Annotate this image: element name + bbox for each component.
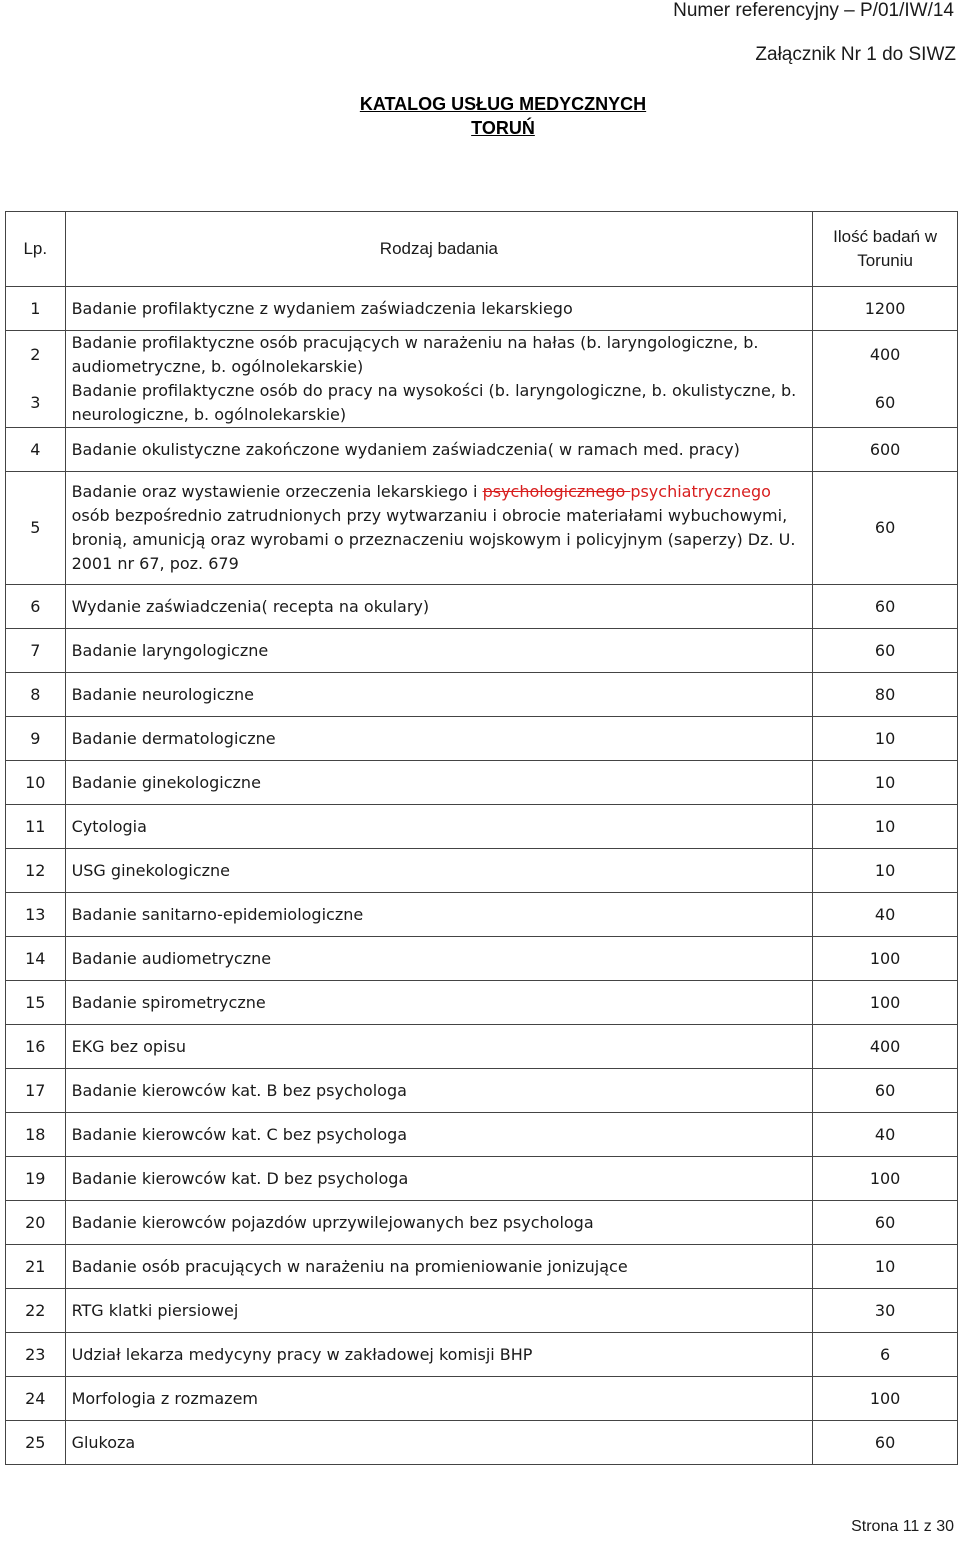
row-quantity: 10 xyxy=(813,849,958,893)
row-service: Badanie audiometryczne xyxy=(65,937,813,981)
deleted-text: psychologicznego xyxy=(482,482,631,501)
table-row xyxy=(6,849,958,893)
service-text: osób bezpośrednio zatrudnionych przy wytwarzaniu i obrocie materiałami wybuchowymi, bronią, amunicją oraz wyrobami o przeznaczeniu wojskowym i policyjnym (saperzy) Dz. U. 2001 nr 67, poz. 679 xyxy=(71,506,796,573)
row-quantity-pair xyxy=(813,331,958,428)
row-lp: 11 xyxy=(6,805,66,849)
row-lp: 23 xyxy=(6,1333,66,1377)
table-row xyxy=(6,287,958,331)
table-row xyxy=(6,673,958,717)
table-row xyxy=(6,585,958,629)
row-lp: 24 xyxy=(6,1377,66,1421)
header-quantity: Ilość badań w Toruniu xyxy=(813,212,958,287)
services-table xyxy=(5,211,958,1465)
row-lp: 12 xyxy=(6,849,66,893)
row-lp-pair xyxy=(6,331,66,428)
row-service: Badanie laryngologiczne xyxy=(65,629,813,673)
table-row xyxy=(6,428,958,472)
table-row xyxy=(6,761,958,805)
row-service: USG ginekologiczne xyxy=(65,849,813,893)
row-lp: 21 xyxy=(6,1245,66,1289)
table-row xyxy=(6,472,958,585)
table-row xyxy=(6,1377,958,1421)
header-lp: Lp. xyxy=(6,212,66,287)
row-service: Badanie dermatologiczne xyxy=(65,717,813,761)
table-row xyxy=(6,805,958,849)
row-service xyxy=(65,472,813,585)
row-quantity: 60 xyxy=(813,1421,958,1465)
document-title xyxy=(343,92,663,140)
row-quantity: 30 xyxy=(813,1289,958,1333)
row-service: Udział lekarza medycyny pracy w zakładowej komisji BHP xyxy=(65,1333,813,1377)
row-quantity: 60 xyxy=(874,393,896,412)
row-service: Badanie ginekologiczne xyxy=(65,761,813,805)
table-row xyxy=(6,893,958,937)
table-header-row xyxy=(6,212,958,287)
page-number: Strona 11 z 30 xyxy=(851,1518,954,1535)
row-lp: 25 xyxy=(6,1421,66,1465)
row-lp: 5 xyxy=(6,472,66,585)
row-lp: 16 xyxy=(6,1025,66,1069)
row-lp: 22 xyxy=(6,1289,66,1333)
table-row xyxy=(6,1113,958,1157)
row-lp: 1 xyxy=(6,287,66,331)
row-service: Badanie osób pracujących w narażeniu na promieniowanie jonizujące xyxy=(65,1245,813,1289)
row-lp: 15 xyxy=(6,981,66,1025)
title-line-2: TORUŃ xyxy=(471,118,535,138)
row-quantity: 40 xyxy=(813,893,958,937)
table-row xyxy=(6,1333,958,1377)
row-quantity: 400 xyxy=(869,345,901,364)
row-service: Badanie profilaktyczne osób do pracy na wysokości (b. laryngologiczne, b. okulistyczne, b. neurologiczne, b. ogólnolekarskie) xyxy=(71,381,797,424)
title-line-1: KATALOG USŁUG MEDYCZNYCH xyxy=(359,94,647,114)
table-row xyxy=(6,1201,958,1245)
row-service: Badanie kierowców kat. D bez psychologa xyxy=(65,1157,813,1201)
row-lp: 13 xyxy=(6,893,66,937)
table-row xyxy=(6,1025,958,1069)
table-row xyxy=(6,629,958,673)
table-row xyxy=(6,1157,958,1201)
row-quantity: 100 xyxy=(813,1377,958,1421)
table-row-merged xyxy=(6,331,958,428)
row-quantity: 100 xyxy=(813,981,958,1025)
row-quantity: 600 xyxy=(813,428,958,472)
row-service: Badanie spirometryczne xyxy=(65,981,813,1025)
row-service: Badanie profilaktyczne osób pracujących w narażeniu na hałas (b. laryngologiczne, b. audiometryczne, b. ogólnolekarskie) xyxy=(71,333,759,376)
row-service: Badanie kierowców kat. C bez psychologa xyxy=(65,1113,813,1157)
row-quantity: 10 xyxy=(813,761,958,805)
header-service-type: Rodzaj badania xyxy=(65,212,813,287)
reference-number: Numer referencyjny – P/01/IW/14 xyxy=(673,0,954,21)
row-service: Morfologia z rozmazem xyxy=(65,1377,813,1421)
row-lp: 9 xyxy=(6,717,66,761)
row-service: Glukoza xyxy=(65,1421,813,1465)
table-row xyxy=(6,1289,958,1333)
row-service: Cytologia xyxy=(65,805,813,849)
row-quantity: 60 xyxy=(813,629,958,673)
row-service: Badanie okulistyczne zakończone wydaniem zaświadczenia( w ramach med. pracy) xyxy=(65,428,813,472)
row-lp: 18 xyxy=(6,1113,66,1157)
row-quantity: 10 xyxy=(813,1245,958,1289)
row-lp: 7 xyxy=(6,629,66,673)
row-quantity: 6 xyxy=(813,1333,958,1377)
inserted-text: psychiatrycznego xyxy=(630,482,771,501)
row-service: Badanie kierowców kat. B bez psychologa xyxy=(65,1069,813,1113)
annex-label: Załącznik Nr 1 do SIWZ xyxy=(755,44,956,65)
row-lp: 6 xyxy=(6,585,66,629)
row-lp: 17 xyxy=(6,1069,66,1113)
row-lp: 8 xyxy=(6,673,66,717)
row-quantity: 80 xyxy=(813,673,958,717)
service-text: Badanie oraz wystawienie orzeczenia lekarskiego i xyxy=(71,482,483,501)
row-quantity: 60 xyxy=(813,585,958,629)
row-lp: 2 xyxy=(30,345,41,364)
row-lp: 20 xyxy=(6,1201,66,1245)
row-quantity: 10 xyxy=(813,805,958,849)
row-service: Badanie sanitarno-epidemiologiczne xyxy=(65,893,813,937)
row-quantity: 60 xyxy=(813,1069,958,1113)
table-row xyxy=(6,717,958,761)
row-service-pair xyxy=(65,331,813,428)
row-quantity: 100 xyxy=(813,1157,958,1201)
row-service: Badanie kierowców pojazdów uprzywilejowanych bez psychologa xyxy=(65,1201,813,1245)
row-service: Badanie profilaktyczne z wydaniem zaświadczenia lekarskiego xyxy=(65,287,813,331)
row-quantity: 400 xyxy=(813,1025,958,1069)
row-lp: 3 xyxy=(30,393,41,412)
row-lp: 4 xyxy=(6,428,66,472)
row-service: RTG klatki piersiowej xyxy=(65,1289,813,1333)
row-service: Badanie neurologiczne xyxy=(65,673,813,717)
row-quantity: 10 xyxy=(813,717,958,761)
table-row xyxy=(6,1069,958,1113)
row-lp: 19 xyxy=(6,1157,66,1201)
row-service: EKG bez opisu xyxy=(65,1025,813,1069)
row-quantity: 60 xyxy=(813,472,958,585)
row-lp: 14 xyxy=(6,937,66,981)
table-row xyxy=(6,1245,958,1289)
table-row xyxy=(6,937,958,981)
row-service: Wydanie zaświadczenia( recepta na okulary) xyxy=(65,585,813,629)
table-row xyxy=(6,981,958,1025)
row-quantity: 100 xyxy=(813,937,958,981)
row-lp: 10 xyxy=(6,761,66,805)
row-quantity: 1200 xyxy=(813,287,958,331)
table-row xyxy=(6,1421,958,1465)
row-quantity: 60 xyxy=(813,1201,958,1245)
row-quantity: 40 xyxy=(813,1113,958,1157)
